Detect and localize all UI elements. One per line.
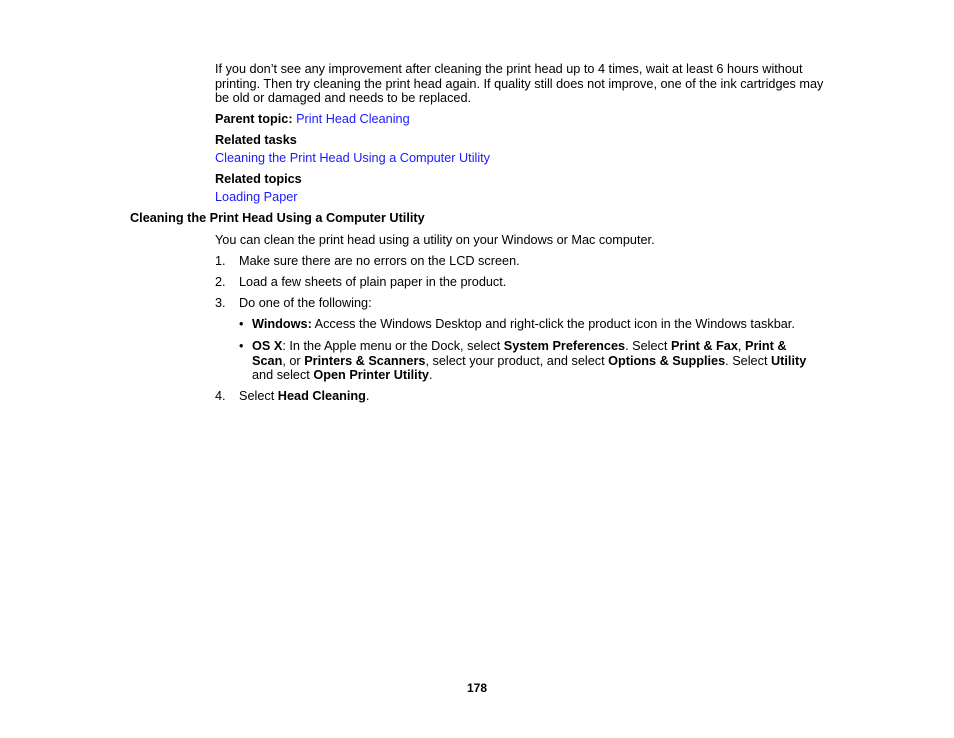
related-task-link[interactable]: Cleaning the Print Head Using a Computer Utility	[215, 151, 491, 165]
parent-topic-link[interactable]: Print Head Cleaning	[296, 112, 410, 126]
step-number: 3.	[215, 296, 226, 310]
step-text: Make sure there are no errors on the LCD screen.	[239, 254, 520, 268]
intro-paragraph: If you don’t see any improvement after cleaning the print head up to 4 times, wait at least 6 hours without printing. Then try cleaning the print head again. If quality still does not improve, one of the ink cartridges may be old or damaged and needs to be replaced.	[215, 62, 824, 105]
section-heading: Cleaning the Print Head Using a Computer Utility	[130, 211, 425, 225]
section-intro: You can clean the print head using a utility on your Windows or Mac computer.	[215, 233, 655, 247]
step-number: 1.	[215, 254, 226, 268]
step-text: Select Head Cleaning.	[239, 389, 370, 403]
parent-topic-label: Parent topic:	[215, 112, 293, 126]
related-topics-label: Related topics	[215, 172, 302, 186]
step-text: Do one of the following:	[239, 296, 372, 310]
related-tasks-item	[215, 151, 827, 166]
bullet-windows: Windows: Access the Windows Desktop and right-click the product icon in the Windows taskbar.	[252, 317, 795, 331]
parent-topic	[215, 112, 827, 127]
step-number: 4.	[215, 389, 226, 403]
bullet-osx: OS X: In the Apple menu or the Dock, select System Preferences. Select Print & Fax, Print & Scan, or Printers & Scanners, select your product, and select Options & Supplies. Select Utility and select Open Printer Utility.	[252, 339, 807, 382]
step-number: 2.	[215, 275, 226, 289]
related-topic-link[interactable]: Loading Paper	[215, 190, 298, 204]
step-text: Load a few sheets of plain paper in the product.	[239, 275, 507, 289]
related-tasks-label: Related tasks	[215, 133, 297, 147]
bullet-glyph: •	[239, 317, 244, 331]
page-number: 178	[466, 681, 488, 695]
related-topics-item	[215, 190, 827, 205]
bullet-glyph: •	[239, 339, 244, 353]
